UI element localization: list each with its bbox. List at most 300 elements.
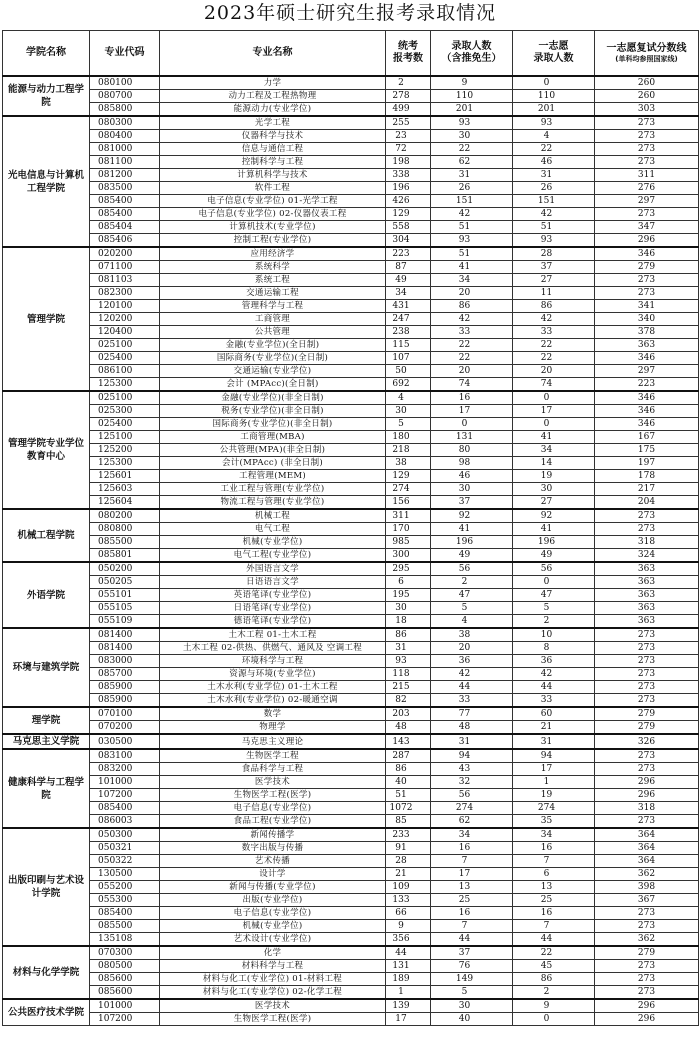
cell-major-name: 电子信息(专业学位) 02-仪器仪表工程 xyxy=(160,208,386,221)
cell-admitted: 49 xyxy=(431,549,513,563)
table-row xyxy=(3,130,699,143)
cell-code: 081103 xyxy=(90,274,160,287)
cell-first-choice: 41 xyxy=(513,431,595,444)
cell-admitted: 0 xyxy=(431,418,513,431)
cell-code: 055200 xyxy=(90,881,160,894)
cell-code: 070100 xyxy=(90,707,160,721)
cell-applicants: 129 xyxy=(386,208,431,221)
table-row xyxy=(3,326,699,339)
cell-major-name: 马克思主义理论 xyxy=(160,734,386,749)
cell-score-line: 273 xyxy=(595,920,699,933)
cell-applicants: 692 xyxy=(386,378,431,392)
header-score-line1: 一志愿复试分数线 xyxy=(606,42,687,54)
table-row xyxy=(3,116,699,130)
cell-code: 081400 xyxy=(90,642,160,655)
cell-applicants: 195 xyxy=(386,589,431,602)
cell-first-choice: 44 xyxy=(513,681,595,694)
cell-applicants: 295 xyxy=(386,562,431,576)
cell-score-line: 324 xyxy=(595,549,699,563)
cell-first-choice: 41 xyxy=(513,523,595,536)
cell-score-line: 273 xyxy=(595,523,699,536)
cell-admitted: 20 xyxy=(431,642,513,655)
table-row xyxy=(3,169,699,182)
cell-score-line: 167 xyxy=(595,431,699,444)
cell-admitted: 7 xyxy=(431,855,513,868)
cell-code: 080800 xyxy=(90,523,160,536)
cell-score-line: 273 xyxy=(595,509,699,523)
cell-admitted: 9 xyxy=(431,76,513,90)
cell-applicants: 28 xyxy=(386,855,431,868)
cell-first-choice: 93 xyxy=(513,116,595,130)
cell-code: 081100 xyxy=(90,156,160,169)
cell-major-name: 金融(专业学位)(全日制) xyxy=(160,339,386,352)
cell-first-choice: 22 xyxy=(513,143,595,156)
table-row xyxy=(3,828,699,842)
cell-first-choice: 74 xyxy=(513,378,595,392)
table-row xyxy=(3,391,699,405)
cell-admitted: 40 xyxy=(431,1013,513,1026)
cell-major-name: 医学技术 xyxy=(160,776,386,789)
cell-applicants: 356 xyxy=(386,933,431,947)
cell-applicants: 23 xyxy=(386,130,431,143)
cell-applicants: 44 xyxy=(386,946,431,960)
cell-major-name: 物理学 xyxy=(160,721,386,735)
cell-major-name: 土木水利(专业学位) 02-暖通空调 xyxy=(160,694,386,708)
cell-admitted: 2 xyxy=(431,576,513,589)
cell-admitted: 31 xyxy=(431,734,513,749)
cell-college: 能源与动力工程学院 xyxy=(3,76,90,116)
cell-code: 025300 xyxy=(90,405,160,418)
cell-code: 085400 xyxy=(90,208,160,221)
cell-admitted: 42 xyxy=(431,208,513,221)
cell-major-name: 会计 (MPAcc)(全日制) xyxy=(160,378,386,392)
table-header xyxy=(3,31,699,77)
cell-code: 025100 xyxy=(90,339,160,352)
cell-major-name: 计算机技术(专业学位) xyxy=(160,221,386,234)
cell-score-line: 296 xyxy=(595,789,699,802)
cell-code: 055105 xyxy=(90,602,160,615)
cell-score-line: 347 xyxy=(595,221,699,234)
cell-major-name: 能源动力(专业学位) xyxy=(160,103,386,117)
table-row xyxy=(3,789,699,802)
cell-applicants: 93 xyxy=(386,655,431,668)
cell-admitted: 26 xyxy=(431,182,513,195)
cell-first-choice: 1 xyxy=(513,776,595,789)
cell-major-name: 国际商务(专业学位)(非全日制) xyxy=(160,418,386,431)
cell-admitted: 17 xyxy=(431,868,513,881)
cell-applicants: 34 xyxy=(386,287,431,300)
cell-applicants: 129 xyxy=(386,470,431,483)
table-row xyxy=(3,182,699,195)
cell-score-line: 260 xyxy=(595,76,699,90)
cell-major-name: 电子信息(专业学位) xyxy=(160,907,386,920)
table-row xyxy=(3,655,699,668)
cell-first-choice: 201 xyxy=(513,103,595,117)
cell-applicants: 431 xyxy=(386,300,431,313)
cell-code: 085600 xyxy=(90,973,160,986)
cell-score-line: 341 xyxy=(595,300,699,313)
cell-admitted: 22 xyxy=(431,143,513,156)
cell-admitted: 44 xyxy=(431,681,513,694)
cell-admitted: 37 xyxy=(431,496,513,510)
cell-code: 083100 xyxy=(90,749,160,763)
cell-score-line: 273 xyxy=(595,763,699,776)
cell-admitted: 93 xyxy=(431,234,513,248)
cell-code: 055101 xyxy=(90,589,160,602)
cell-first-choice: 35 xyxy=(513,815,595,829)
table-row xyxy=(3,365,699,378)
cell-major-name: 应用经济学 xyxy=(160,247,386,261)
cell-code: 070200 xyxy=(90,721,160,735)
cell-major-name: 生物医学工程(医学) xyxy=(160,1013,386,1026)
cell-admitted: 36 xyxy=(431,655,513,668)
cell-code: 080500 xyxy=(90,960,160,973)
cell-admitted: 76 xyxy=(431,960,513,973)
cell-score-line: 273 xyxy=(595,668,699,681)
cell-major-name: 生物医学工程 xyxy=(160,749,386,763)
cell-major-name: 资源与环境(专业学位) xyxy=(160,668,386,681)
cell-applicants: 82 xyxy=(386,694,431,708)
cell-code: 081200 xyxy=(90,169,160,182)
cell-code: 125300 xyxy=(90,378,160,392)
cell-code: 080300 xyxy=(90,116,160,130)
cell-major-name: 机械(专业学位) xyxy=(160,536,386,549)
cell-code: 085600 xyxy=(90,986,160,1000)
cell-major-name: 材料科学与工程 xyxy=(160,960,386,973)
cell-code: 020200 xyxy=(90,247,160,261)
cell-major-name: 化学 xyxy=(160,946,386,960)
table-row xyxy=(3,946,699,960)
cell-major-name: 艺术传播 xyxy=(160,855,386,868)
cell-admitted: 5 xyxy=(431,986,513,1000)
table-row xyxy=(3,855,699,868)
cell-score-line: 363 xyxy=(595,589,699,602)
cell-applicants: 218 xyxy=(386,444,431,457)
cell-score-line: 276 xyxy=(595,182,699,195)
cell-major-name: 新闻与传播(专业学位) xyxy=(160,881,386,894)
cell-applicants: 85 xyxy=(386,815,431,829)
cell-code: 125100 xyxy=(90,431,160,444)
cell-score-line: 204 xyxy=(595,496,699,510)
cell-admitted: 32 xyxy=(431,776,513,789)
cell-college: 材料与化学学院 xyxy=(3,946,90,999)
cell-admitted: 56 xyxy=(431,562,513,576)
table-row xyxy=(3,313,699,326)
cell-first-choice: 11 xyxy=(513,287,595,300)
cell-score-line: 297 xyxy=(595,365,699,378)
cell-score-line: 175 xyxy=(595,444,699,457)
header-score-line2: (单科均参照国家线) xyxy=(615,54,678,63)
cell-admitted: 98 xyxy=(431,457,513,470)
cell-applicants: 72 xyxy=(386,143,431,156)
cell-applicants: 30 xyxy=(386,405,431,418)
cell-applicants: 426 xyxy=(386,195,431,208)
cell-code: 125603 xyxy=(90,483,160,496)
cell-major-name: 机械(专业学位) xyxy=(160,920,386,933)
table-row xyxy=(3,261,699,274)
cell-major-name: 信息与通信工程 xyxy=(160,143,386,156)
table-row xyxy=(3,523,699,536)
cell-code: 025100 xyxy=(90,391,160,405)
cell-major-name: 动力工程及工程热物理 xyxy=(160,90,386,103)
cell-admitted: 37 xyxy=(431,946,513,960)
cell-first-choice: 10 xyxy=(513,628,595,642)
cell-admitted: 201 xyxy=(431,103,513,117)
cell-admitted: 30 xyxy=(431,130,513,143)
cell-applicants: 1072 xyxy=(386,802,431,815)
cell-score-line: 364 xyxy=(595,842,699,855)
cell-admitted: 62 xyxy=(431,815,513,829)
cell-score-line: 363 xyxy=(595,602,699,615)
cell-first-choice: 27 xyxy=(513,274,595,287)
cell-major-name: 国际商务(专业学位)(全日制) xyxy=(160,352,386,365)
cell-admitted: 7 xyxy=(431,920,513,933)
cell-code: 050200 xyxy=(90,562,160,576)
cell-applicants: 91 xyxy=(386,842,431,855)
cell-admitted: 43 xyxy=(431,763,513,776)
cell-first-choice: 31 xyxy=(513,169,595,182)
cell-code: 025400 xyxy=(90,352,160,365)
cell-score-line: 378 xyxy=(595,326,699,339)
cell-code: 085404 xyxy=(90,221,160,234)
cell-admitted: 20 xyxy=(431,287,513,300)
cell-code: 085500 xyxy=(90,536,160,549)
table-row xyxy=(3,868,699,881)
cell-applicants: 86 xyxy=(386,628,431,642)
table-row xyxy=(3,378,699,392)
cell-score-line: 273 xyxy=(595,642,699,655)
cell-first-choice: 17 xyxy=(513,405,595,418)
header-admitted-line2: （含推免生） xyxy=(441,53,502,64)
cell-score-line: 273 xyxy=(595,274,699,287)
cell-major-name: 环境科学与工程 xyxy=(160,655,386,668)
table-row xyxy=(3,615,699,629)
cell-score-line: 346 xyxy=(595,247,699,261)
cell-admitted: 16 xyxy=(431,842,513,855)
cell-applicants: 49 xyxy=(386,274,431,287)
cell-admitted: 77 xyxy=(431,707,513,721)
cell-first-choice: 9 xyxy=(513,999,595,1013)
cell-code: 085900 xyxy=(90,694,160,708)
cell-score-line: 273 xyxy=(595,143,699,156)
cell-score-line: 363 xyxy=(595,339,699,352)
table-row xyxy=(3,707,699,721)
cell-score-line: 311 xyxy=(595,169,699,182)
cell-score-line: 297 xyxy=(595,195,699,208)
header-college: 学院名称 xyxy=(3,31,90,77)
cell-score-line: 217 xyxy=(595,483,699,496)
cell-applicants: 131 xyxy=(386,960,431,973)
cell-first-choice: 44 xyxy=(513,933,595,947)
cell-first-choice: 151 xyxy=(513,195,595,208)
cell-major-name: 土木工程 01-土木工程 xyxy=(160,628,386,642)
cell-score-line: 318 xyxy=(595,536,699,549)
cell-score-line: 273 xyxy=(595,208,699,221)
cell-code: 107200 xyxy=(90,1013,160,1026)
cell-first-choice: 33 xyxy=(513,326,595,339)
cell-applicants: 499 xyxy=(386,103,431,117)
cell-score-line: 273 xyxy=(595,973,699,986)
cell-major-name: 软件工程 xyxy=(160,182,386,195)
table-row xyxy=(3,287,699,300)
cell-first-choice: 0 xyxy=(513,391,595,405)
cell-code: 050322 xyxy=(90,855,160,868)
cell-admitted: 51 xyxy=(431,221,513,234)
cell-code: 081400 xyxy=(90,628,160,642)
cell-applicants: 40 xyxy=(386,776,431,789)
table-row xyxy=(3,156,699,169)
cell-major-name: 电子信息(专业学位) xyxy=(160,802,386,815)
cell-admitted: 33 xyxy=(431,326,513,339)
cell-college: 环境与建筑学院 xyxy=(3,628,90,707)
cell-score-line: 273 xyxy=(595,655,699,668)
header-applicants-line2: 报考数 xyxy=(393,53,423,64)
cell-first-choice: 34 xyxy=(513,828,595,842)
cell-applicants: 215 xyxy=(386,681,431,694)
cell-code: 085700 xyxy=(90,668,160,681)
cell-admitted: 44 xyxy=(431,933,513,947)
cell-score-line: 273 xyxy=(595,628,699,642)
cell-admitted: 47 xyxy=(431,589,513,602)
cell-score-line: 279 xyxy=(595,261,699,274)
cell-first-choice: 34 xyxy=(513,444,595,457)
table-row xyxy=(3,920,699,933)
table-row xyxy=(3,221,699,234)
cell-code: 080200 xyxy=(90,509,160,523)
cell-major-name: 食品科学与工程 xyxy=(160,763,386,776)
cell-score-line: 296 xyxy=(595,776,699,789)
cell-first-choice: 7 xyxy=(513,855,595,868)
cell-major-name: 金融(专业学位)(非全日制) xyxy=(160,391,386,405)
cell-major-name: 系统科学 xyxy=(160,261,386,274)
cell-score-line: 279 xyxy=(595,707,699,721)
cell-applicants: 50 xyxy=(386,365,431,378)
cell-applicants: 115 xyxy=(386,339,431,352)
header-admitted-line1: 录取人数 xyxy=(451,41,492,52)
cell-admitted: 56 xyxy=(431,789,513,802)
cell-code: 135108 xyxy=(90,933,160,947)
cell-admitted: 34 xyxy=(431,828,513,842)
cell-code: 050321 xyxy=(90,842,160,855)
table-row xyxy=(3,562,699,576)
table-row xyxy=(3,602,699,615)
cell-score-line: 273 xyxy=(595,130,699,143)
table-row xyxy=(3,589,699,602)
table-row xyxy=(3,234,699,248)
cell-admitted: 62 xyxy=(431,156,513,169)
header-applicants xyxy=(386,31,431,77)
table-row xyxy=(3,195,699,208)
cell-applicants: 38 xyxy=(386,457,431,470)
cell-admitted: 30 xyxy=(431,483,513,496)
page-title: 2023年硕士研究生报考录取情况 xyxy=(203,2,497,24)
cell-major-name: 工商管理 xyxy=(160,313,386,326)
header-first-choice-line2: 录取人数 xyxy=(533,53,574,64)
cell-applicants: 4 xyxy=(386,391,431,405)
cell-first-choice: 19 xyxy=(513,789,595,802)
cell-first-choice: 22 xyxy=(513,339,595,352)
cell-score-line: 273 xyxy=(595,815,699,829)
cell-applicants: 170 xyxy=(386,523,431,536)
cell-major-name: 交通运输工程 xyxy=(160,287,386,300)
cell-applicants: 558 xyxy=(386,221,431,234)
cell-major-name: 材料与化工(专业学位) 02-化学工程 xyxy=(160,986,386,1000)
cell-first-choice: 42 xyxy=(513,668,595,681)
cell-applicants: 255 xyxy=(386,116,431,130)
cell-score-line: 303 xyxy=(595,103,699,117)
table-row xyxy=(3,247,699,261)
cell-code: 085406 xyxy=(90,234,160,248)
cell-admitted: 42 xyxy=(431,668,513,681)
cell-applicants: 6 xyxy=(386,576,431,589)
cell-first-choice: 94 xyxy=(513,749,595,763)
cell-major-name: 电气工程 xyxy=(160,523,386,536)
cell-admitted: 38 xyxy=(431,628,513,642)
table-row xyxy=(3,143,699,156)
table-row xyxy=(3,90,699,103)
table-body xyxy=(3,76,699,1026)
table-row xyxy=(3,642,699,655)
cell-code: 050300 xyxy=(90,828,160,842)
cell-first-choice: 22 xyxy=(513,946,595,960)
cell-major-name: 日语语言文学 xyxy=(160,576,386,589)
cell-first-choice: 42 xyxy=(513,313,595,326)
cell-first-choice: 274 xyxy=(513,802,595,815)
cell-major-name: 医学技术 xyxy=(160,999,386,1013)
cell-score-line: 260 xyxy=(595,90,699,103)
cell-code: 125601 xyxy=(90,470,160,483)
table-row xyxy=(3,842,699,855)
cell-score-line: 178 xyxy=(595,470,699,483)
cell-score-line: 398 xyxy=(595,881,699,894)
cell-applicants: 48 xyxy=(386,721,431,735)
cell-applicants: 203 xyxy=(386,707,431,721)
table-row xyxy=(3,894,699,907)
cell-code: 081000 xyxy=(90,143,160,156)
header-code: 专业代码 xyxy=(90,31,160,77)
cell-code: 080700 xyxy=(90,90,160,103)
cell-admitted: 92 xyxy=(431,509,513,523)
table-row xyxy=(3,339,699,352)
cell-code: 082300 xyxy=(90,287,160,300)
table-row xyxy=(3,933,699,947)
cell-admitted: 22 xyxy=(431,352,513,365)
cell-admitted: 274 xyxy=(431,802,513,815)
table-row xyxy=(3,734,699,749)
cell-code: 085400 xyxy=(90,907,160,920)
cell-first-choice: 33 xyxy=(513,694,595,708)
cell-major-name: 材料与化工(专业学位) 01-材料工程 xyxy=(160,973,386,986)
cell-code: 101000 xyxy=(90,999,160,1013)
table-row xyxy=(3,576,699,589)
cell-admitted: 93 xyxy=(431,116,513,130)
cell-major-name: 电气工程(专业学位) xyxy=(160,549,386,563)
cell-major-name: 新闻传播学 xyxy=(160,828,386,842)
cell-applicants: 21 xyxy=(386,868,431,881)
table-row xyxy=(3,763,699,776)
cell-applicants: 66 xyxy=(386,907,431,920)
cell-major-name: 物流工程与管理(专业学位) xyxy=(160,496,386,510)
cell-first-choice: 0 xyxy=(513,1013,595,1026)
cell-score-line: 223 xyxy=(595,378,699,392)
table-row xyxy=(3,628,699,642)
table-row xyxy=(3,103,699,117)
table-row xyxy=(3,1013,699,1026)
cell-first-choice: 28 xyxy=(513,247,595,261)
table-row xyxy=(3,274,699,287)
cell-major-name: 工程管理(MEM) xyxy=(160,470,386,483)
cell-code: 086003 xyxy=(90,815,160,829)
